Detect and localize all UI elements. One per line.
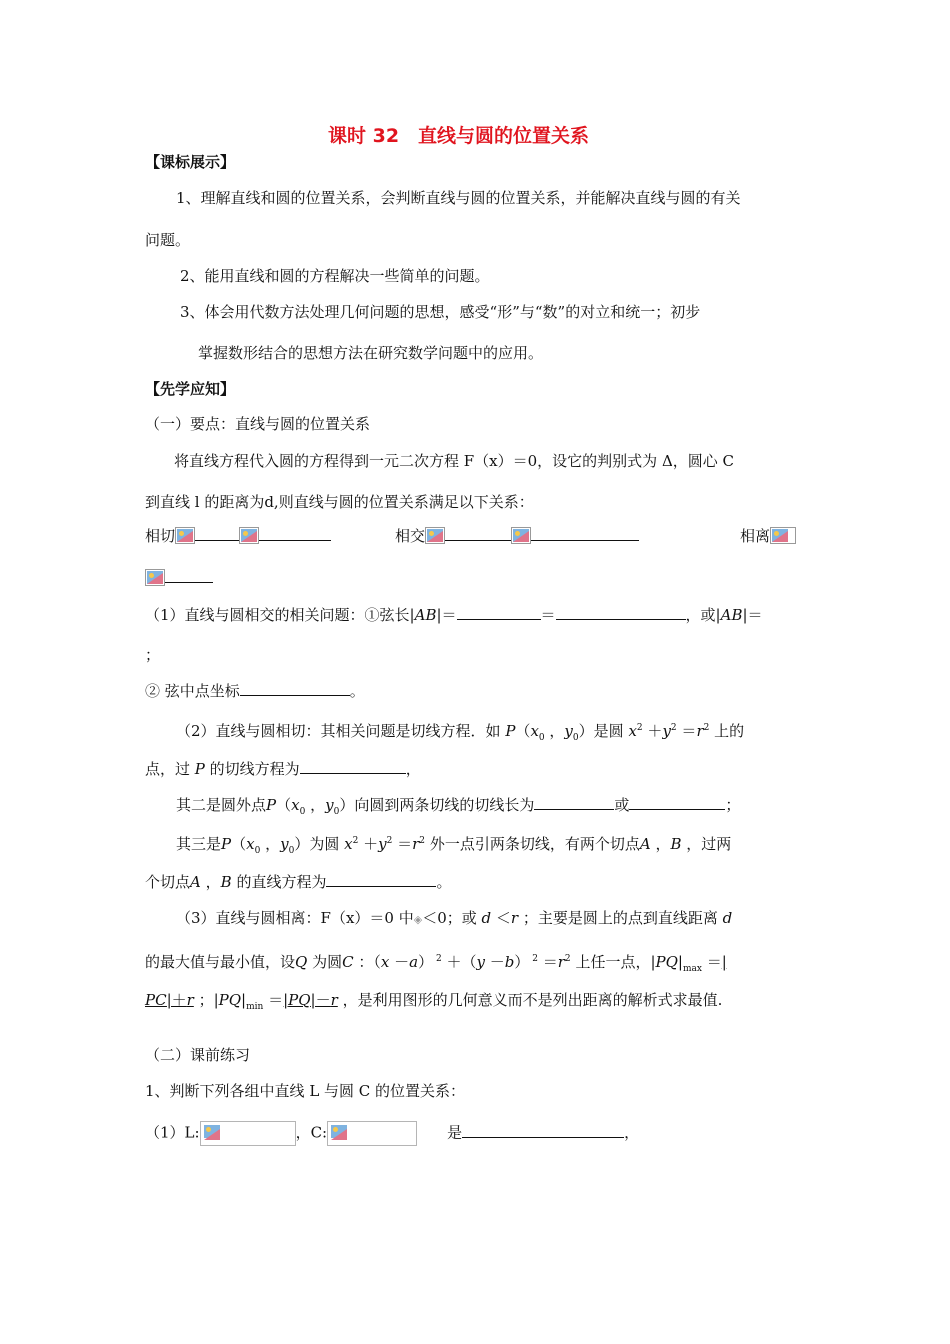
image-placeholder-icon bbox=[770, 527, 796, 544]
practice-q1: 1、判断下列各组中直线 L 与圆 C 的位置关系： bbox=[145, 1082, 466, 1100]
q2-text: 向圆到两条切线的切线长为 bbox=[354, 796, 535, 814]
q1-semicolon: ； bbox=[145, 646, 161, 664]
q1-chord bbox=[145, 605, 763, 625]
image-placeholder-icon bbox=[511, 527, 531, 544]
separate-label: 相离 bbox=[740, 527, 771, 545]
q3-line3: PC|＋r ；$|PQ|_{min} =|PQ|-r$ ，是利用图形的几何意义而不是列出距离的解析式求最值. bbox=[145, 991, 723, 1012]
intersect-blank-1[interactable] bbox=[445, 526, 511, 541]
tangent-eq-blank[interactable] bbox=[300, 759, 406, 774]
q2-text: 个切点 bbox=[145, 873, 191, 891]
q1-text: |＝ bbox=[436, 606, 457, 624]
page-title: 课时 32 直线与圆的位置关系 bbox=[328, 125, 590, 147]
q2-text: ，过两 bbox=[686, 835, 732, 853]
chord-line-blank[interactable] bbox=[326, 872, 436, 887]
q2-text: 或 bbox=[614, 796, 630, 814]
comma: ， bbox=[405, 760, 421, 778]
semicolon: ； bbox=[725, 796, 741, 814]
q2-line2: 点，过 P 的切线方程为 ， bbox=[145, 760, 421, 778]
intersect-blank-2[interactable] bbox=[531, 526, 639, 541]
q1-text: ，或| bbox=[685, 606, 721, 624]
q2-text: 点，过 bbox=[145, 760, 191, 778]
q3-text: 为圆 bbox=[312, 953, 343, 971]
q3-text: 的最大值与最小值，设 bbox=[145, 953, 296, 971]
image-placeholder-icon bbox=[203, 1124, 223, 1141]
ab-symbol: AB bbox=[414, 606, 437, 624]
chord-blank-2[interactable] bbox=[556, 605, 686, 620]
q1-1-text: ，C: bbox=[295, 1123, 328, 1142]
q3-text: 上任一点， bbox=[575, 953, 651, 971]
prestudy-heading: 【先学应知】 bbox=[145, 380, 236, 398]
q3-line2: 的最大值与最小值，设Q 为圆C ：（x －a） $^2$ ＋（y －b） $^2 =r^2$ 上任一点，$|PQ|_{max}$ ＝| bbox=[145, 953, 727, 974]
q1-1-text: （1）L: bbox=[145, 1123, 200, 1142]
q2-text: 其二是圆外点 bbox=[176, 796, 267, 814]
midpoint-blank[interactable] bbox=[240, 681, 350, 696]
standards-item-1: 1、理解直线和圆的位置关系，会判断直线与圆的位置关系，并能解决直线与圆的有关 bbox=[176, 189, 741, 207]
q3-text: （3）直线与圆相离：F（x）＝0 中 bbox=[176, 909, 414, 927]
tangent-blank-2[interactable] bbox=[259, 526, 331, 541]
practice-q1-1 bbox=[145, 1121, 639, 1146]
q1-text: |＝ bbox=[742, 606, 763, 624]
image-placeholder-icon bbox=[175, 527, 195, 544]
tangent-label: 相切 bbox=[145, 527, 176, 545]
image-placeholder-icon bbox=[145, 569, 165, 586]
q1-1-text: 是 bbox=[447, 1123, 463, 1142]
q2-text: 是圆 bbox=[593, 722, 624, 740]
line-equation-image bbox=[200, 1121, 296, 1146]
q2-text: 上的 bbox=[714, 722, 745, 740]
q3-line1: （3）直线与圆相离：F（x）＝0 中◈＜0；或 d ＜r ；主要是圆上的点到直线距离 d bbox=[176, 909, 733, 927]
q1-midpoint bbox=[145, 681, 365, 701]
tangent-length-blank-2[interactable] bbox=[629, 795, 725, 810]
comma: ， bbox=[624, 1123, 640, 1142]
standards-item-3-cont: 掌握数形结合的思想方法在研究数学问题中的应用。 bbox=[198, 344, 544, 362]
q2-text: 其三是 bbox=[176, 835, 222, 853]
q2-text: 的切线方程为 bbox=[209, 760, 300, 778]
separate-cont bbox=[145, 568, 213, 588]
image-placeholder-icon bbox=[425, 527, 445, 544]
circle-equation-image bbox=[327, 1121, 417, 1146]
q2-text: （2）直线与圆相切：其相关问题是切线方程．如 bbox=[176, 722, 501, 740]
chord-blank-1[interactable] bbox=[457, 605, 541, 620]
q1-text: ＝ bbox=[540, 606, 556, 624]
standards-item-3: 3、体会用代数方法处理几何问题的思想，感受“形”与“数”的对立和统一；初步 bbox=[180, 303, 701, 321]
standards-heading: 【课标展示】 bbox=[145, 153, 236, 171]
q2-text: 外一点引两条切线，有两个切点 bbox=[429, 835, 640, 853]
para1-line2: 到直线 l 的距离为d,则直线与圆的位置关系满足以下关系： bbox=[145, 493, 534, 511]
delta-icon: ◈ bbox=[413, 913, 423, 926]
period: 。 bbox=[349, 682, 365, 700]
q1-text: （1）直线与圆相交的相关问题：①弦长| bbox=[145, 606, 415, 624]
practice-heading: （二）课前练习 bbox=[145, 1046, 251, 1064]
image-placeholder-icon bbox=[330, 1124, 350, 1141]
q2-text: 的直线方程为 bbox=[236, 873, 327, 891]
period: 。 bbox=[436, 873, 452, 891]
q2-line5: 个切点A ，B 的直线方程为 。 bbox=[145, 873, 452, 891]
q3-text: ；主要是圆上的点到直线距离 bbox=[522, 909, 718, 927]
q1-1-answer-blank[interactable] bbox=[462, 1123, 624, 1138]
relation-row bbox=[145, 526, 331, 546]
para1-line1: 将直线方程代入圆的方程得到一元二次方程 F（x）＝0，设它的判别式为 Δ，圆心 C bbox=[174, 452, 735, 470]
intersect-label: 相交 bbox=[395, 527, 426, 545]
q3-text: ，是利用图形的几何意义而不是列出距离的解析式求最值. bbox=[342, 991, 723, 1009]
tangent-length-blank-1[interactable] bbox=[534, 795, 614, 810]
standards-item-2: 2、能用直线和圆的方程解决一些简单的问题。 bbox=[180, 267, 490, 285]
q2-line3: 其二是圆外点$P(x_0$ ，$y_0$）向圆到两条切线的切线长为 或 ； bbox=[176, 796, 741, 817]
separate-group bbox=[740, 526, 796, 546]
q2-line1: （2）直线与圆相切：其相关问题是切线方程．如 $P(x_0$ ，$y_0$）是圆 $x^2 +y^2 =r^2$ 上的 bbox=[176, 722, 745, 743]
point-heading: （一）要点：直线与圆的位置关系 bbox=[145, 415, 371, 433]
standards-item-1-cont: 问题。 bbox=[145, 231, 191, 249]
q3-text: ＜0；或 bbox=[422, 909, 477, 927]
separate-blank[interactable] bbox=[165, 568, 213, 583]
ab-symbol: AB bbox=[720, 606, 743, 624]
q2-line4: 其三是$P(x_0$ ，$y_0$）为圆 $x^2 +y^2 =r^2$ 外一点引两条切线，有两个切点A ，B ，过两 bbox=[176, 835, 732, 856]
tangent-blank-1[interactable] bbox=[195, 526, 239, 541]
midpoint-label: ② 弦中点坐标 bbox=[145, 682, 240, 700]
intersect-group bbox=[395, 526, 639, 546]
q2-text: 为圆 bbox=[309, 835, 340, 853]
image-placeholder-icon bbox=[239, 527, 259, 544]
